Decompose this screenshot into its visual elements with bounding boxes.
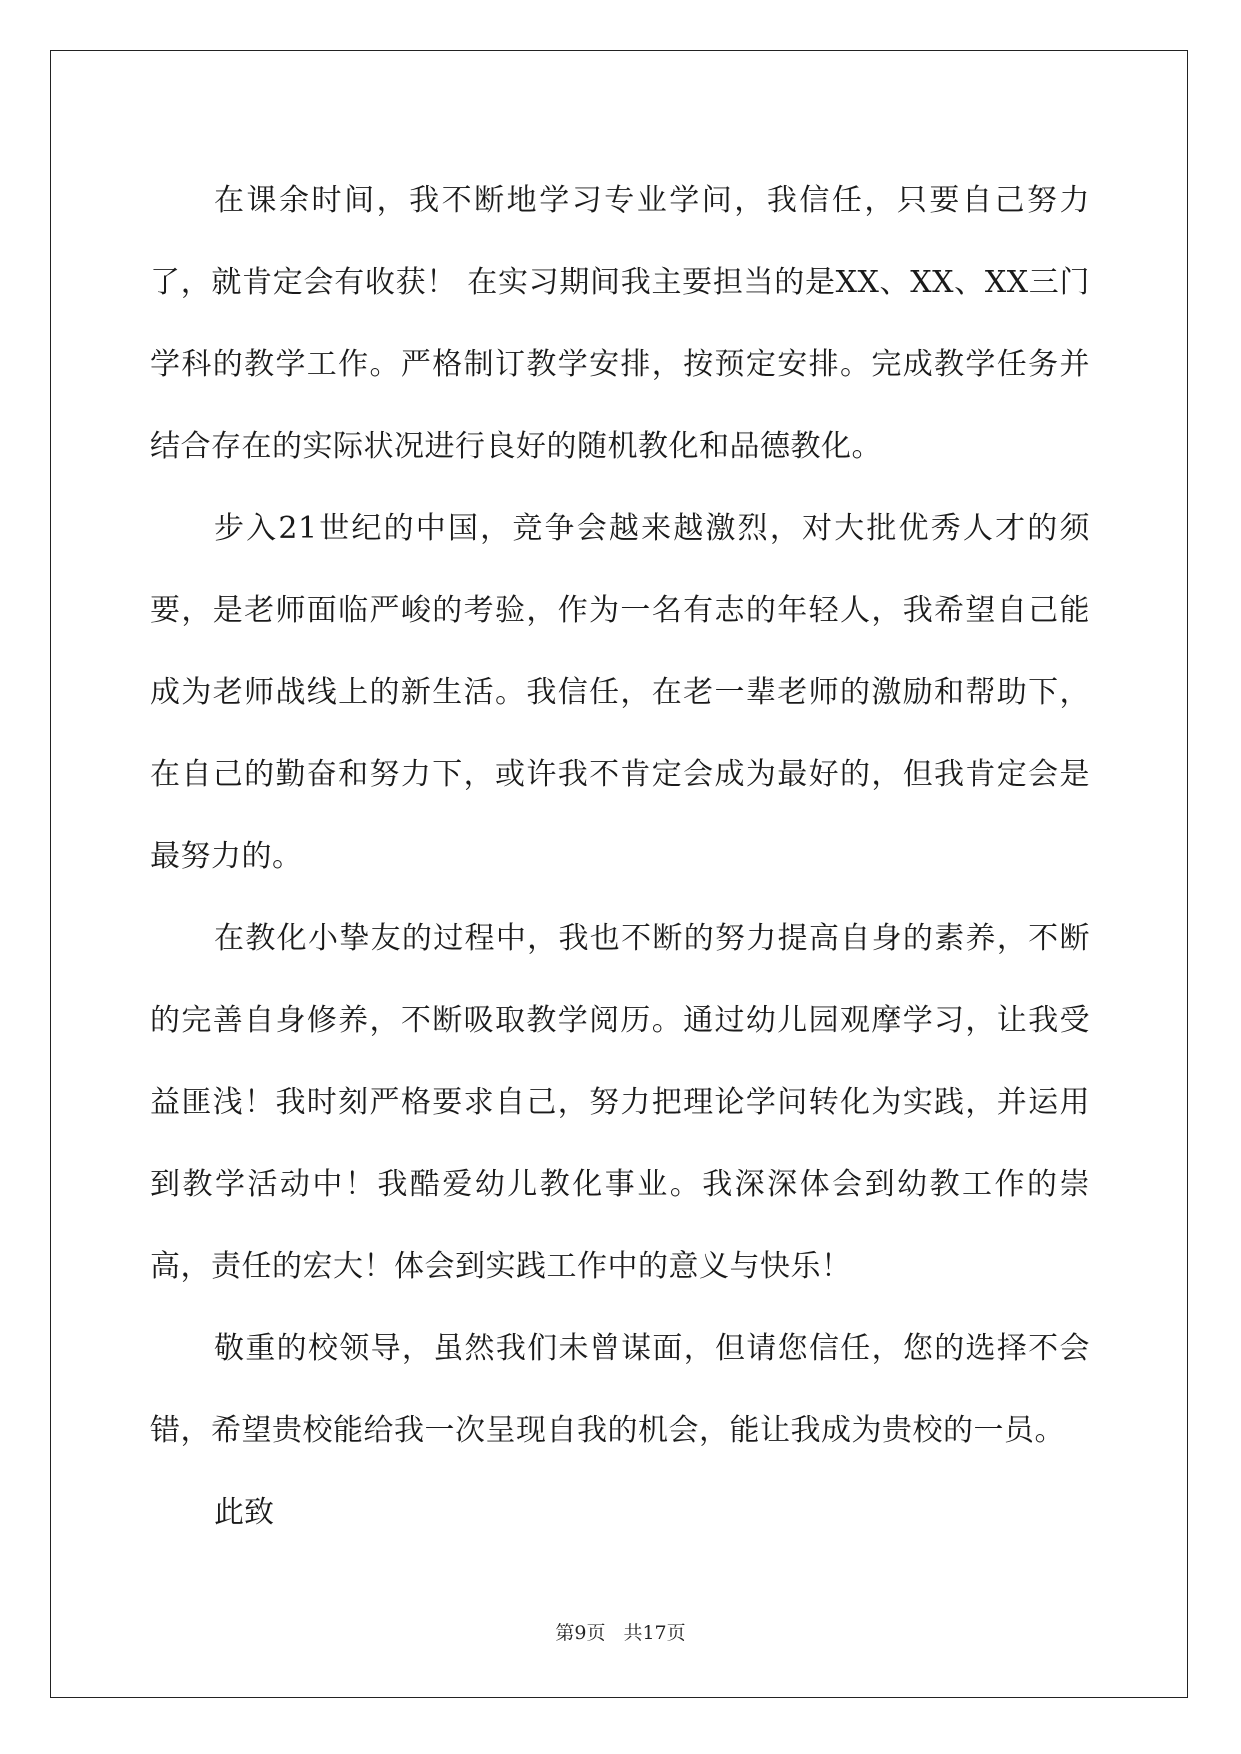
page-footer bbox=[0, 1618, 1241, 1645]
paragraph-1: 在课余时间，我不断地学习专业学问，我信任，只要自己努力了，就肯定会有收获！ 在实习期间我主要担当的是XX、XX、XX三门学科的教学工作。严格制订教学安排，按预定安排。完成教学任务并结合存在的实际状况进行良好的随机教化和品德教化。 bbox=[150, 183, 1090, 464]
page-number: 第9页 bbox=[555, 1622, 606, 1644]
paragraph-3: 在教化小挚友的过程中，我也不断的努力提高自身的素养，不断的完善自身修养，不断吸取教学阅历。通过幼儿园观摩学习，让我受益匪浅！我时刻严格要求自己，努力把理论学问转化为实践，并运用到教学活动中！我酷爱幼儿教化事业。我深深体会到幼教工作的崇高，责任的宏大！体会到实践工作中的意义与快乐！ bbox=[150, 921, 1090, 1284]
letter-body bbox=[150, 160, 1090, 1554]
paragraph-4: 敬重的校领导，虽然我们未曾谋面，但请您信任，您的选择不会错，希望贵校能给我一次呈现自我的机会，能让我成为贵校的一员。 bbox=[150, 1331, 1090, 1448]
page-total: 共17页 bbox=[623, 1622, 686, 1644]
closing-salutation: 此致 bbox=[214, 1495, 274, 1530]
paragraph-2: 步入21世纪的中国，竞争会越来越激烈，对大批优秀人才的须要，是老师面临严峻的考验，作为一名有志的年轻人，我希望自己能成为老师战线上的新生活。我信任，在老一辈老师的激励和帮助下，在自己的勤奋和努力下，或许我不肯定会成为最好的，但我肯定会是最努力的。 bbox=[150, 511, 1090, 874]
